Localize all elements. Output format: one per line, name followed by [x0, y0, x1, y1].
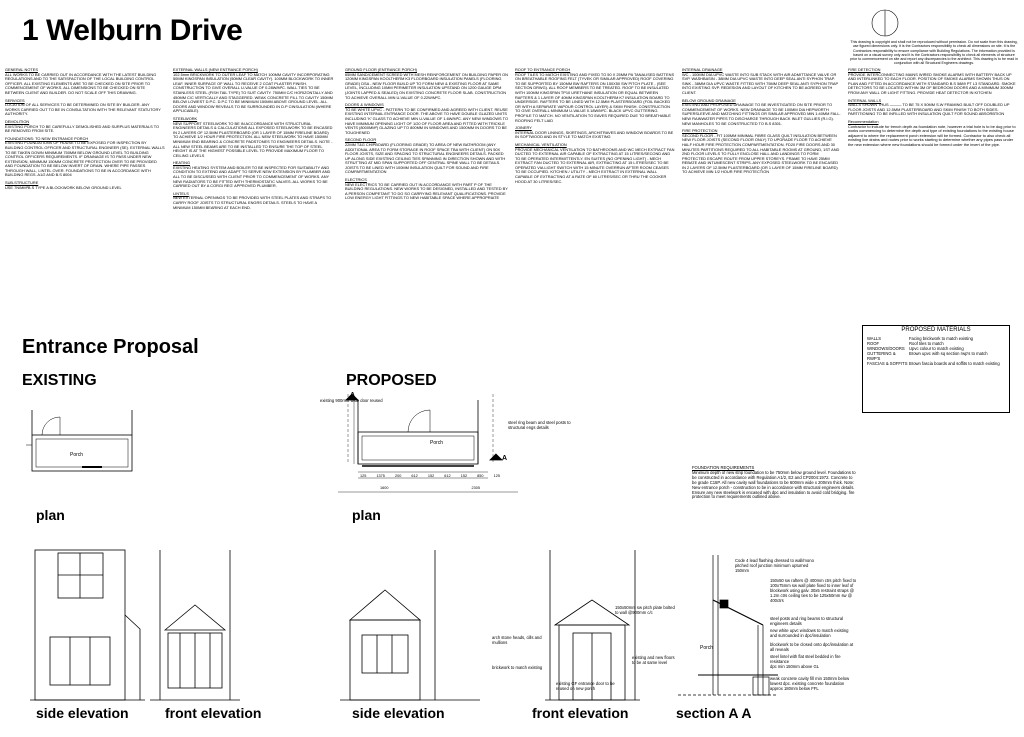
proposed-front-elevation: [545, 545, 640, 705]
notes-column-1: GENERAL NOTES ALL WORKS TO BE CARRIED OUT IN ACCORDANCE WITH THE LATEST BUILDING REGULATIONS AND TO THE SATISFACTION OF THE LOCAL BUILDING CONTROL OFFICER. ALL EXISTING ELEMENTS ARE TO BE CHECKED ON SITE PRIOR TO COMMENCEMENT OF WORKS. ALL DIMENSIONS TO BE CHECKED ON SITE BETWEEN CLIENT AND BUILDER. DO NOT SCALE OFF THIS DRAWING. SERVICES LOCATION OF ALL SERVICES TO BE DETERMINED ON SITE BY BUILDER. ANY WORKS CARRIED OUT TO BE IN CONSULTATION WITH THE RELEVANT STATUTORY AUTHORITY. DEMOLITION EXISTING PORCH TO BE CAREFULLY DEMOLISHED AND SURPLUS MATERIALS TO BE REMOVED FROM SITE. FOUNDATIONS: TO NEW ENTRANCE PORCH EXISTING FOUNDATIONS OF HOUSE TO BE EXPOSED FOR INSPECTION BY BUILDING CONTROL OFFICER AND STRUCTURAL ENGINEER (SE). EXTERNAL WALLS TO BE TAKEN DOWN MINIMUM 750MM BELOW GROUND LEVEL TO BUILDING CONTROL OFFICERS REQUIREMENTS. IF DRAINAGE IS TO PASS UNDER NEW EXTENSION, MINIMUM 150MM CONCRETE PROTECTION OVER TO BE PROVIDED AND FOUNDATION TO BE BELOW INVERT OF DRAIN. WHERE PIPE PASSES THROUGH WALL, LINTEL OVER. FOUNDATIONS TO BE IN ACCORDANCE WITH BUILDING REGS. A1/2 AND B.S 8004 SUB-STRUCTURE USE 7N/MM²B.S TYPE A BLOCKWORK BELOW GROUND LEVEL: [5, 67, 165, 190]
dimension-value: 850: [477, 474, 484, 478]
notes-column-6: FIRE DETECTION PROVIDE INTERCONNECTING MAINS WIRED SMOKE ALARMS WITH BATTERY BACK UP AND INTERLINKED TO EACH FLOOR. POSITION OF SMOKE ALARMS SHOWN THUS ON PLAN AND FITTED IN ACCORDANCE WITH STANDARD B.S 5889 PT L3 STANDARD. SMOKE DETECTORS TO BE LOCATED WITHIN 3M OF BEDROOM DOORS AND A MINIMUM 300MM FROM ANY WALL OR LIGHT FITTING. PROVIDE HEAT DETECTOR IN KITCHEN INTERNAL WALLS WALLS SHOWN THUS ——— TO BE 75 X 50MM S.W FRAMING BUILT OFF DOUBLED UP FLOOR JOISTS AND 12.5MM PLASTERBOARD AND SKIM FINISH TO BOTH SIDES. PARTITIONING TO BE INFILLED WITH INSULATION QUILT FOR SOUND ABSORBTION Recommendation Contractor to include for trench depth as foundation note, however a trial hole is to be dug prior to works commencing to determine the depth and type of existing foundations to the existing house adjacent to where the replacement porch extension will be formed. Contractor to also check all existing live drains and routes prior to works starting to determine whether any pipes pass under the new extension where new foundations should be formed under the invert of the pipe.: [848, 67, 1016, 147]
dimension-value: 2305: [471, 486, 480, 490]
existing-plan-drawing: [22, 405, 140, 495]
elevation-note-arch: arch stone heads, cills and mullions: [492, 635, 542, 645]
dimension-value: 125: [360, 474, 367, 478]
existing-label: EXISTING: [22, 372, 97, 389]
materials-title: PROPOSED MATERIALS: [901, 327, 971, 333]
section-note-wallplate: 150x50mm sw pitch plate bolted to wall @900mm c/c: [615, 605, 675, 615]
section-note-posts: steel posts and ring beams to structural engineers details: [770, 616, 844, 626]
existing-porch-label: Porch: [70, 452, 84, 458]
dimension-value: 125: [493, 474, 500, 478]
drawing-title: 1 Welburn Drive: [22, 14, 243, 47]
dimension-value: 612: [444, 474, 451, 478]
elevation-note-brick: brickwork to match existing: [492, 665, 543, 670]
section-note-flashing: Code 4 lead flashing dressed to wall/mono pitched roof junction minimum upturned 150mm: [735, 558, 814, 573]
dimension-value: 200: [394, 474, 402, 478]
disclaimer-text: This drawing is copyright and shall not be reproduced without permission. Do not scale from this drawing, use figured dimensions only. It is the Contractors responsibility to check all dimensions on site. It is the Contractors responsibility to ensure compliance with Building Regulations. The information provided is based on a visual survey only and it is the Contractors responsibility to check all elements of structure prior to commencement on site and report any discrepancies to the architect. This drawing is to be read in conjunction with all Structural Engineers drawings.: [850, 40, 1018, 66]
plan-note-steel: steel ring beam and steel posts to structural engs details: [508, 420, 571, 430]
materials-row: WALLS Facing brickwork to match existing: [867, 336, 973, 341]
notes-column-5: INTERNAL DRAINAGE WC - 100MM DIA UPVC WASTE INTO SUB STACK WITH AIR ADMITTANCE VALVE OR SVP. WASHBASIN - 38MM DIA UPVC WASTE INTO DEEP SEAL ANTI SYPHON TRAP. SINK - 38MM DIA UPVC WASTE FITTED WITH 75MM DEEP SEAL ANTI SYPHON TRAP INTO EXISTING SVP. REDESIGN AND LAYOUT OF KITCHEN TO BE AGREED WITH CLIENT. BELOW GROUND DRAINAGE EXISTING AND PROPOSED DRAINAGE TO BE INVESTIGATED ON SITE PRIOR TO COMMENCEMENT OF WORKS. NEW DRAINAGE TO BE 100MM DIA HEPWORTH SUPERSLEEVE AND MATCHING FITTINGS OR SIMILAR APPROVED MIN 1:40MM FALL. NEW RAINWATER PIPES TO DISCHARGE THROUGH BACK INLET GULLIES (R.I.G). NEW MANHOLES TO BE CONSTRUCTED TO B.S 8301. FIRE PROTECTION SECOND FLOOR - FIT 100MM MINIMAL FIBRE GLASS QUILT INSULATION BETWEEN NEW FLOOR JOISTS (SECOND FLOOR ONLY) TO UPGRADE FLOOR TO ACHIEVE HALF HOUR FIRE PROTECTION COMPARTMENTATION. FD20 FIRE DOORS AND 30 MINUTES PARTITIONS REQUIRED TO ALL HABITABLE ROOMS AT GROUND, 1ST AND 2ND FLOOR LEVELS TO FULLY ENCLOSE HALL AND LANDINGS TO FORM PROTECTED ESCAPE ROUTE FROM UPPER STOREYS. FRAME TO HAVE 25MM REBATE AND INTUMESCENT STRIPS. ANY EXPOSED STEELWORK TO BE ENCASED IN 2 LAYERS OF 12.5MM PLASTERBOARD (OR 1 LAYER OF 15MM FIRELINE BOARD) TO ACHIEVE MIN 1/2 HOUR FIRE PROTECTION: [682, 67, 841, 175]
foundation-requirements: FOUNDATION REQUIREMENTS Minimum depth of new strip foundation to be 750mm below ground level. Foundations to be constructed in accordance with Regulation A1/2, E2 and CP2004:1972. Concrete to be grade C15P. All new cavity wall foundations to be 600mm wide x 200mm thick. Note: New entrance porch - construction to be in accordance with structural engineers details. Ensure any new steelwork is encased with dpc and insulation to avoid cold bridging. fire protection to meet requirements outlined above.: [692, 465, 856, 500]
proposed-side-elevation: [340, 545, 480, 705]
side-elevation-existing-label: side elevation: [36, 705, 129, 721]
existing-front-elevation: [150, 545, 240, 705]
dimension-value: 1375: [376, 474, 385, 478]
notes-column-2: EXTERNAL WALLS (NEW ENTRANCE PORCH) 102.5mm BRICKWORK TO OUTER LEAF TO MATCH 100MM CAVITY INCORPORATING 50MM KINGSPAN INSULATION (50MM CLEAR CAVITY). 100MM BLOCKWORK TO INNER LEAF. INNER SURFACE OF WALL TO RECEIVE 2 COAT PLASTER FINISH. CONSTRUCTION TO GIVE OVERALL U-VALUE OF 0.28W/M²C. WALL TIES TO BE STAINLESS STEEL (FISH TAIL TYPE) TO SUIT CAVITY. 750MM C/C HORIZONTALLY AND 450MM C/C VERTICALLY AND STAGGERED. WEAK CONCRETE FILL TO CAVITY 150MM BELOW LOWEST D.P.C. D.P.C TO BE MINIMUM 150MM ABOVE GROUND LEVEL. ALL DOORS AND WINDOW REVEALS TO BE SURROUNDED IN D.P CINSULATION (WHERE APPLICABLE). STEELWORK NEW SUPPORT STEELWORK TO BE IN ACCORDANCE WITH STRUCTURAL ENGINEERS DETAILS & CALCULATIONS ALL EXPOSED STEELWORK TO BE ENCASED IN 2 LAYERS OF 12.5MM PLASTERBOARD (OR 1 LAYER OF 15MM FIRELINE BOARD) TO ACHIEVE 1/2 HOUR FIRE PROTECTION. ALL NEW STEELWORK TO HAVE 150MM MINIMUM END BEARING & CONCRETE PADSTONES TO ENGINEERS DETAILS. NOTE - ALL NEW STEEL BEAMS ARE TO BE INSTALLED TO ENSURE THE TOP OF STEEL HEIGHT IS AT THE HIGHEST POSSIBLE LEVEL TO PROVIDE MAXIMUM FLOOR TO CEILING LEVELS HEATING EXISTING HEATING SYSTEM AND BOILER TO BE INSPECTED FOR SUITABILITY AND CONDITION TO EXTEND AND ADAPT TO SERVE NEW EXTENSION BY PLUMBER AND ALL TO BE DISCUSSED WITH CLIENT PRIOR TO COMMENCEMENT OF WORKS. ANY NEW RADIATORS TO BE FITTED WITH THERMOSTATIC VALVES. ALL WORKS TO BE CARRIED OUT BY A CORGI REG' APPROVED PLUMBER. LINTELS NEW EXTERNAL OPENINGS TO BE PROVIDED WITH STEEL PLATES AND STRAPS TO CARRY ROOF JOISTS TO STRUCTURAL ENGRS DETAILS. STEELS TO HAVE A MINIMUM 150MM BEARING AT EACH END.: [173, 67, 334, 210]
section-note-blockwork: blockwork to be closed onto dpc/insulation at all reveals: [770, 642, 854, 652]
dimension-value: 1600: [380, 486, 389, 490]
plan-label-proposed: plan: [352, 507, 381, 523]
section-title: Entrance Proposal: [22, 336, 199, 358]
section-note-rafters: 150x50 sw rafters @ 400mm ctrs pitch fixed to 100x75mm sw wall plate fixed to inner leaf of blockwork using galv. 30x5 restraint straps @ 1.2m ctrs ceiling ties to be 125x50mm sw @ 400ctrs: [770, 578, 857, 603]
front-elevation-existing-label: front elevation: [165, 705, 262, 721]
proposed-materials-box: [862, 325, 1010, 413]
materials-row: FASCIAS & SOFFITS Brown fascia boards and soffits to match existing: [867, 361, 1000, 366]
section-a-a-label: section A A: [676, 705, 752, 721]
materials-row: ROOF Roof tiles to match: [867, 341, 944, 346]
section-note-concrete: weak concrete cavity fill min 150mm below lowest dpc. existing concrete foundation approx 180mm below FFL: [770, 676, 850, 691]
dimension-value: 612: [411, 474, 418, 478]
plan-overall-dimensions: [380, 486, 480, 490]
section-note-lintel: steel lintel with flat steel bedded in fire resistance: [770, 654, 841, 664]
plan-dimension-row: [360, 474, 500, 478]
materials-row: WINDOWS/DOORS Upvc colour to match existing: [867, 346, 964, 351]
plan-note-door: existing 900mm wide door reused: [320, 398, 383, 403]
section-porch-label: Porch: [700, 645, 714, 651]
notes-column-4: ROOF TO ENTRANCE PORCH ROOF TILES TO MATCH EXISTING AND FIXED TO 50 X 25MM PA TANALISED BATTENS ON BREATHABLE ROOFING FELT (TYVEK OR SIMILAR APPROVED) ROOF COVERING TO BE SUPPORTED BY 150MM BW RAFTERS ON 150X50 SW PITCH PLATE - (SEE SECTION DRWG). ALL ROOF MEMBERS TO BE TREATED. ROOF TO BE INSULATED WITH 100MM KINGSPAN TP10 URETHANE INSULATION OR EQUAL BETWEEN RAFTERS & 1 LAYER OF 40MM KINGSPAN KOOLTHERM K7 INSULATION BOARD TO UNDERSIDE. RAFTERS TO BE LINED WITH 12.5MM PLASTERBOARD (FOIL BACKED OR WITH A SEPARATE VAPOUR CONTROL LAYER) & SKIM FINISH. CONSTRUCTION TO GIVE OVERALL MINIMUM U-VALUE 0.18W/M²C. BLACK UPVC GUTTERING. PROFILE TO MATCH. NO VENTILATION TO EAVES REQUIRED DUE TO BREATHABLE ROOFING FELT LAID JOINERY INTERNAL DOOR LININGS, SKIRTINGS, ARCHITRAVES AND WINDOW BOARDS TO BE IN SOFTWOOD AND IN STYLE TO MATCH EXISTING MECHANICAL VENTILATION PROVIDE MECHANICAL VENTILATION TO BATHROOMS AND WC MECH EXTRACT FAN DUCTED TO EXTERNAL AIR CAPABLE OF EXTRACTING AT 15 LITRES/SECOND AND TO BE OPERATED INTERMITTENTLY. EN SUITES (NO OPENING LIGHT) - MECH EXTRACT FAN DUCTED TO EXTERNAL AIR, EXTRACTING AT 15 LITRES/SEC TO BE OPERATED VIA LIGHT SWITCH WITH 15 MINUTE OVERRUN AFTER ROOM CEASES TO BE OCCUPIED. KITCHEN / UTILITY - MECH EXTRACT IN EXTERNAL WALL CAPABLE OF EXTRACTING AT A RATE OF 60 LITRES/SEC OR THRU THE COOKER HOOD AT 30 LITRES/SEC.: [515, 67, 675, 184]
materials-row: GUTTERING & RWP'S Brown upvc with sq section rwp's to match: [867, 351, 988, 361]
section-note-windows: new white upvc windows to match existing and surrounded in dpc/insulation: [770, 628, 849, 638]
section-marker-bottom: A: [502, 455, 508, 462]
existing-side-elevation: [30, 545, 145, 705]
side-elevation-proposed-label: side elevation: [352, 705, 445, 721]
north-arrow-icon: [870, 8, 900, 38]
plan-label-existing: plan: [36, 507, 65, 523]
section-note-dpc: dpc min 150mm above GL: [770, 664, 820, 669]
proposed-porch-label: Porch: [430, 440, 444, 446]
proposed-label: PROPOSED: [346, 372, 437, 389]
dimension-value: 152: [460, 474, 468, 478]
front-elevation-proposed-label: front elevation: [532, 705, 629, 721]
section-note-existing: existing and new floors to be at same level: [632, 655, 675, 665]
elevation-note-door: existing GF entrance door to be reused on new porch: [556, 681, 615, 691]
section-marker-top: A: [350, 392, 356, 399]
dimension-value: 152: [427, 474, 435, 478]
notes-column-3: GROUND FLOOR (ENTRANCE PORCH) 65MM SAND/CEMENT SCREED WITH MESH REINFORCEMENT ON BUILDING PAPER ON 120MM KINGSPAN KOOLTHERM K3 FLOORBOARD INSULATION PANELS (FLOORING GRADE) DSA - NEW FLOOR BUILD UP TO FORM NEW & EXISTING FLOOR AT SAME LEVEL, INCLUDING 10MM PERIMETER INSULATION UPSTAND ON 1200 GAUGE DPM (JOINTS LAPPED & SEALED) ON EXISTING CONCRETE FLOOR SLAB. CONSTRUCTION TO ACHIEVE OVERALL MIN U-VALUE OF 0.22W/M²C. DOORS & WINDOWS TO BE WHITE UPVC - PATTERN TO BE CONFIRMED AND AGREED WITH CLIENT. REUSE EXISTING INTERNAL ENTRANCE DOOR. THE ABOVE TO HAVE DOUBLE GLAZED UNITS INCLUDING 'K' GLASS TO ACHIEVE MIN U-VALUE OF 1.6W/M²C. ANY NEW WINDOWS TO HAVE MINIMUM OPENING LIGHT OF 1/20 OF FLOOR AREA AND FITTED WITH TRICKLE VENTS (8000MM²) GLAZING UP TO 800MM IN WINDOWS AND 1500MM IN DOORS TO BE TOUGHENED SECOND FLOOR 22MM T&G CHIPBOARD (FLOORING GRADE) TO AREA OF NEW BATHROOM (ANY ADDITIONAL AREA TO FORM STORAGE IN ROOF SPACE TBA WITH CLIENT) ON 50X FLOOR JOISTS, SIZE AND SPACING TO STRUCTURAL ENGINEERS DETAILS. PACKED UP ALONG SIDE EXISTING CEILING TIES SPANNING IN DIRECTION SHOWN AND WITH STRUTTING AT MID SPAN SUPPORTED OFF CENTRAL SPINE WALL TO BE DETAILS. JOISTS TO BE LINED WITH 100MM INSULATION QUILT FOR SOUND AND FIRE COMPARTMENTATION ELECTRICS NEW ELECTRICS TO BE CARRIED OUT IN ACCORDANCE WITH PART P OF THE BUILDING REGULATIONS. NEW WORKS TO BE DESIGNED, INSTALLED AND TESTED BY A PERSON COMPETANT TO DO SO CARRYING RELEVANT QUALIFICATIONS. PROVIDE LOW ENERGY LIGHT FITTINGS TO NEW HABITABLE SPACE WHERE APPROPRIATE: [345, 67, 508, 201]
